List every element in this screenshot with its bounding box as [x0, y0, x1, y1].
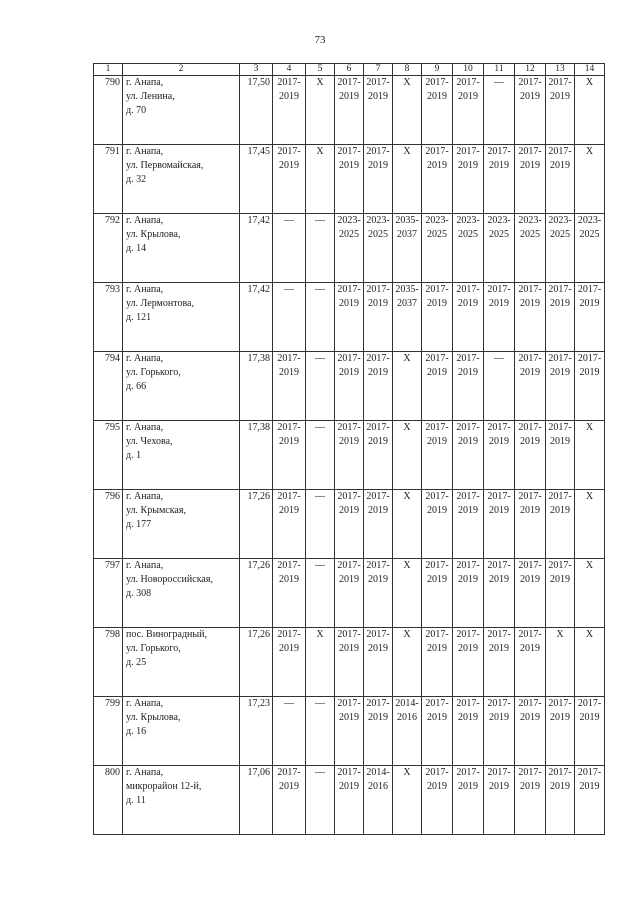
address-cell	[123, 766, 240, 835]
period-cell: 2017- 2019	[453, 352, 484, 421]
table-row	[94, 76, 605, 145]
period-cell: 2017- 2019	[364, 697, 393, 766]
address-line: д. 14	[126, 243, 147, 254]
table-row	[94, 490, 605, 559]
period-cell: 2017- 2019	[335, 76, 364, 145]
row-number: 796	[94, 490, 123, 559]
period-cell: Х	[393, 490, 422, 559]
period-cell: 2017- 2019	[453, 766, 484, 835]
period-cell: 2017- 2019	[515, 421, 546, 490]
address-line: д. 308	[126, 588, 152, 599]
period-cell: 2017- 2019	[575, 766, 605, 835]
address-cell	[123, 490, 240, 559]
value-cell: 17,26	[240, 490, 273, 559]
period-cell: 2017- 2019	[453, 76, 484, 145]
period-cell: 2017- 2019	[453, 490, 484, 559]
period-cell: 2023- 2025	[422, 214, 453, 283]
period-cell: —	[306, 559, 335, 628]
address-line: д. 25	[126, 657, 147, 668]
table-row	[94, 766, 605, 835]
period-cell: 2014- 2016	[364, 766, 393, 835]
address-line: д. 66	[126, 381, 147, 392]
address-line: ул. Новороссийская,	[126, 574, 213, 585]
period-cell: 2017- 2019	[546, 697, 575, 766]
address-line: д. 177	[126, 519, 152, 530]
period-cell: 2017- 2019	[273, 766, 306, 835]
period-cell: 2017- 2019	[422, 490, 453, 559]
page-number: 73	[314, 34, 326, 46]
period-cell: 2017- 2019	[422, 628, 453, 697]
period-cell: 2017- 2019	[453, 145, 484, 214]
address-cell	[123, 76, 240, 145]
period-cell: 2017- 2019	[364, 421, 393, 490]
period-cell: 2023- 2025	[335, 214, 364, 283]
period-cell: 2017- 2019	[422, 76, 453, 145]
period-cell: 2023- 2025	[453, 214, 484, 283]
period-cell: 2017- 2019	[546, 490, 575, 559]
period-cell: 2017- 2019	[515, 628, 546, 697]
address-line: г. Анапа,	[126, 767, 164, 778]
period-cell: 2017- 2019	[575, 283, 605, 352]
period-cell: 2017- 2019	[273, 76, 306, 145]
period-cell: 2017- 2019	[484, 490, 515, 559]
period-cell: 2017- 2019	[364, 628, 393, 697]
period-cell: 2017- 2019	[453, 283, 484, 352]
period-cell: 2017- 2019	[546, 145, 575, 214]
address-line: г. Анапа,	[126, 146, 164, 157]
row-number: 792	[94, 214, 123, 283]
period-cell: 2017- 2019	[335, 628, 364, 697]
row-number: 790	[94, 76, 123, 145]
period-cell: Х	[575, 145, 605, 214]
data-table	[93, 63, 605, 835]
value-cell: 17,06	[240, 766, 273, 835]
address-line: д. 70	[126, 105, 147, 116]
column-header: 2	[123, 64, 240, 76]
address-cell	[123, 145, 240, 214]
address-line: ул. Крымская,	[126, 505, 186, 516]
period-cell: 2017- 2019	[364, 76, 393, 145]
period-cell: 2035- 2037	[393, 283, 422, 352]
period-cell: —	[306, 283, 335, 352]
address-cell	[123, 559, 240, 628]
period-cell: 2017- 2019	[484, 283, 515, 352]
period-cell: 2017- 2019	[515, 76, 546, 145]
address-cell	[123, 421, 240, 490]
period-cell: 2017- 2019	[546, 421, 575, 490]
address-line: ул. Горького,	[126, 643, 181, 654]
period-cell: 2017- 2019	[515, 145, 546, 214]
period-cell: 2017- 2019	[273, 628, 306, 697]
row-number: 800	[94, 766, 123, 835]
period-cell: 2023- 2025	[575, 214, 605, 283]
address-line: г. Анапа,	[126, 284, 164, 295]
period-cell: 2017- 2019	[484, 697, 515, 766]
address-line: ул. Лермонтова,	[126, 298, 194, 309]
table-header-row	[94, 64, 605, 76]
period-cell: —	[306, 490, 335, 559]
period-cell: 2017- 2019	[273, 490, 306, 559]
period-cell: 2017- 2019	[364, 352, 393, 421]
table-row	[94, 628, 605, 697]
period-cell: 2017- 2019	[422, 421, 453, 490]
period-cell: 2017- 2019	[422, 283, 453, 352]
address-cell	[123, 628, 240, 697]
value-cell: 17,38	[240, 421, 273, 490]
period-cell: 2017- 2019	[422, 352, 453, 421]
period-cell: 2017- 2019	[364, 490, 393, 559]
address-line: ул. Крылова,	[126, 712, 181, 723]
period-cell: 2017- 2019	[335, 145, 364, 214]
table-row	[94, 421, 605, 490]
address-line: ул. Горького,	[126, 367, 181, 378]
period-cell: 2017- 2019	[273, 421, 306, 490]
period-cell: 2017- 2019	[515, 766, 546, 835]
period-cell: 2017- 2019	[575, 352, 605, 421]
row-number: 799	[94, 697, 123, 766]
period-cell: 2017- 2019	[273, 145, 306, 214]
value-cell: 17,26	[240, 559, 273, 628]
period-cell: 2017- 2019	[364, 559, 393, 628]
column-header: 8	[393, 64, 422, 76]
period-cell: 2017- 2019	[364, 145, 393, 214]
period-cell: Х	[393, 421, 422, 490]
address-line: г. Анапа,	[126, 560, 164, 571]
address-line: микрорайон 12-й,	[126, 781, 202, 792]
period-cell: —	[306, 421, 335, 490]
period-cell: Х	[306, 76, 335, 145]
period-cell: Х	[393, 145, 422, 214]
address-cell	[123, 214, 240, 283]
period-cell: 2035- 2037	[393, 214, 422, 283]
value-cell: 17,26	[240, 628, 273, 697]
address-line: г. Анапа,	[126, 491, 164, 502]
period-cell: Х	[546, 628, 575, 697]
value-cell: 17,42	[240, 283, 273, 352]
period-cell: —	[273, 214, 306, 283]
period-cell: 2017- 2019	[515, 697, 546, 766]
value-cell: 17,42	[240, 214, 273, 283]
period-cell: 2017- 2019	[335, 490, 364, 559]
period-cell: 2017- 2019	[335, 559, 364, 628]
table-body	[94, 64, 605, 835]
table-row	[94, 697, 605, 766]
period-cell: 2017- 2019	[484, 559, 515, 628]
period-cell: 2017- 2019	[422, 697, 453, 766]
period-cell: 2017- 2019	[335, 352, 364, 421]
period-cell: 2017- 2019	[453, 421, 484, 490]
period-cell: 2017- 2019	[546, 766, 575, 835]
period-cell: Х	[393, 352, 422, 421]
value-cell: 17,45	[240, 145, 273, 214]
value-cell: 17,38	[240, 352, 273, 421]
period-cell: 2017- 2019	[364, 283, 393, 352]
table-row	[94, 145, 605, 214]
period-cell: 2017- 2019	[546, 76, 575, 145]
period-cell: 2017- 2019	[453, 559, 484, 628]
address-line: г. Анапа,	[126, 353, 164, 364]
period-cell: —	[484, 352, 515, 421]
period-cell: 2017- 2019	[515, 352, 546, 421]
period-cell: 2017- 2019	[273, 559, 306, 628]
address-line: д. 16	[126, 726, 147, 737]
address-line: ул. Чехова,	[126, 436, 173, 447]
row-number: 798	[94, 628, 123, 697]
address-line: д. 121	[126, 312, 152, 323]
period-cell: 2017- 2019	[515, 490, 546, 559]
period-cell: Х	[393, 766, 422, 835]
value-cell: 17,23	[240, 697, 273, 766]
address-line: д. 11	[126, 795, 146, 806]
period-cell: 2017- 2019	[335, 283, 364, 352]
period-cell: Х	[306, 145, 335, 214]
row-number: 793	[94, 283, 123, 352]
row-number: 794	[94, 352, 123, 421]
period-cell: 2017- 2019	[546, 283, 575, 352]
table-row	[94, 352, 605, 421]
period-cell: 2017- 2019	[453, 628, 484, 697]
address-line: г. Анапа,	[126, 77, 164, 88]
period-cell: 2017- 2019	[273, 352, 306, 421]
period-cell: 2017- 2019	[335, 421, 364, 490]
period-cell: Х	[393, 628, 422, 697]
period-cell: Х	[575, 559, 605, 628]
address-line: ул. Крылова,	[126, 229, 181, 240]
address-line: пос. Виноградный,	[126, 629, 207, 640]
period-cell: 2023- 2025	[484, 214, 515, 283]
column-header: 5	[306, 64, 335, 76]
column-header: 9	[422, 64, 453, 76]
period-cell: 2023- 2025	[515, 214, 546, 283]
period-cell: —	[306, 766, 335, 835]
row-number: 795	[94, 421, 123, 490]
column-header: 12	[515, 64, 546, 76]
period-cell: —	[484, 76, 515, 145]
column-header: 13	[546, 64, 575, 76]
period-cell: Х	[575, 76, 605, 145]
period-cell: 2017- 2019	[546, 352, 575, 421]
period-cell: 2017- 2019	[484, 421, 515, 490]
period-cell: 2017- 2019	[453, 697, 484, 766]
address-line: г. Анапа,	[126, 215, 164, 226]
table-row	[94, 214, 605, 283]
address-cell	[123, 697, 240, 766]
period-cell: 2017- 2019	[335, 766, 364, 835]
period-cell: Х	[575, 490, 605, 559]
period-cell: —	[273, 697, 306, 766]
period-cell: —	[306, 697, 335, 766]
period-cell: 2017- 2019	[515, 283, 546, 352]
period-cell: 2017- 2019	[484, 628, 515, 697]
period-cell: 2017- 2019	[335, 697, 364, 766]
row-number: 791	[94, 145, 123, 214]
column-header: 6	[335, 64, 364, 76]
period-cell: 2023- 2025	[546, 214, 575, 283]
address-line: г. Анапа,	[126, 698, 164, 709]
period-cell: 2017- 2019	[422, 766, 453, 835]
column-header: 4	[273, 64, 306, 76]
period-cell: 2017- 2019	[515, 559, 546, 628]
address-line: ул. Первомайская,	[126, 160, 204, 171]
period-cell: Х	[393, 559, 422, 628]
period-cell: Х	[575, 421, 605, 490]
period-cell: Х	[306, 628, 335, 697]
period-cell: —	[306, 352, 335, 421]
period-cell: Х	[575, 628, 605, 697]
address-cell	[123, 352, 240, 421]
period-cell: 2017- 2019	[484, 145, 515, 214]
column-header: 11	[484, 64, 515, 76]
period-cell: —	[306, 214, 335, 283]
table-row	[94, 283, 605, 352]
column-header: 7	[364, 64, 393, 76]
address-line: д. 1	[126, 450, 142, 461]
address-cell	[123, 283, 240, 352]
period-cell: Х	[393, 76, 422, 145]
period-cell: 2023- 2025	[364, 214, 393, 283]
period-cell: 2014- 2016	[393, 697, 422, 766]
row-number: 797	[94, 559, 123, 628]
period-cell: 2017- 2019	[575, 697, 605, 766]
column-header: 1	[94, 64, 123, 76]
address-line: ул. Ленина,	[126, 91, 175, 102]
address-line: д. 32	[126, 174, 147, 185]
column-header: 3	[240, 64, 273, 76]
period-cell: 2017- 2019	[422, 559, 453, 628]
address-line: г. Анапа,	[126, 422, 164, 433]
period-cell: 2017- 2019	[422, 145, 453, 214]
column-header: 10	[453, 64, 484, 76]
table-row	[94, 559, 605, 628]
period-cell: 2017- 2019	[484, 766, 515, 835]
column-header: 14	[575, 64, 605, 76]
period-cell: 2017- 2019	[546, 559, 575, 628]
value-cell: 17,50	[240, 76, 273, 145]
period-cell: —	[273, 283, 306, 352]
